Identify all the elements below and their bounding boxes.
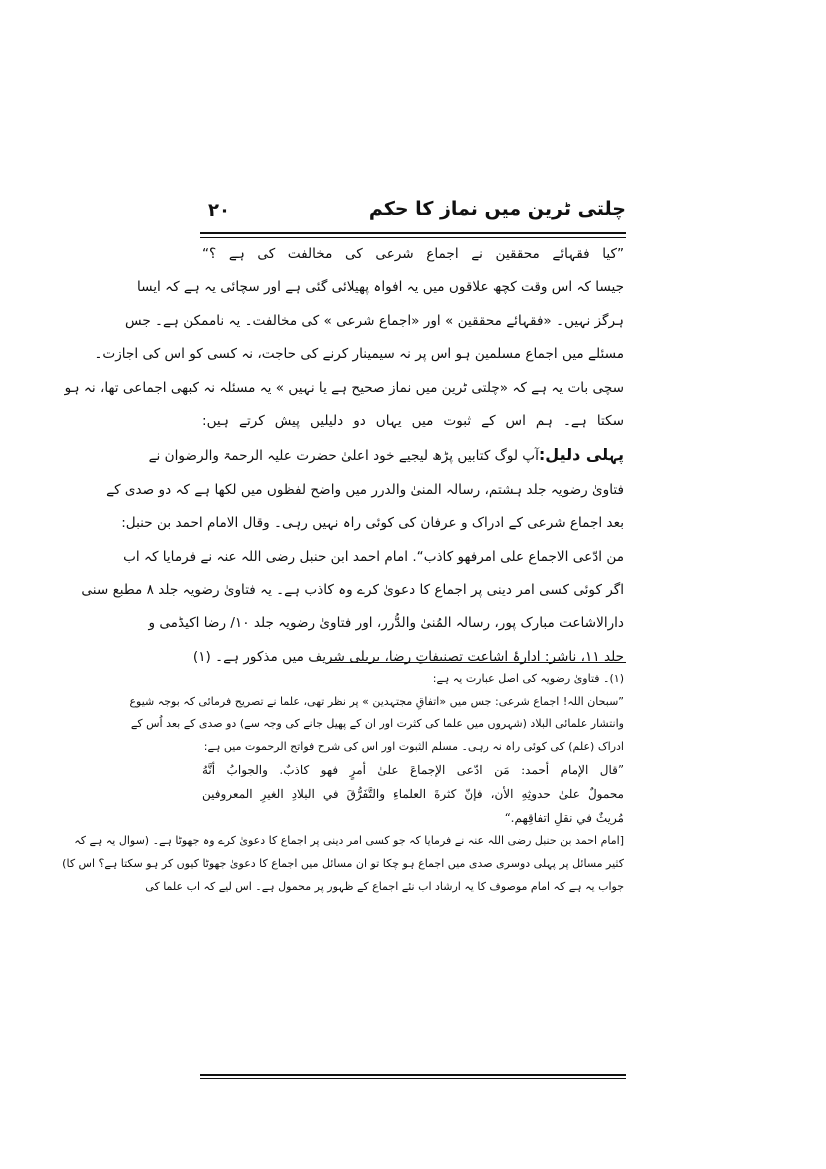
main-text bbox=[64, 238, 624, 674]
footnote-line: وانتشار علمائی البلاد (شہروں میں علما کی کثرت اور ان کے پھیل جانے کی وجہ سے) دو صدی کے بعد اُس کے bbox=[130, 717, 624, 731]
footnotes bbox=[62, 668, 624, 898]
body-line: جیسا کہ اس وقت کچھ علاقوں میں یہ افواہ پھیلائی گئی ہے اور سچائی یہ ہے کہ ایسا bbox=[136, 279, 624, 296]
page-header bbox=[200, 198, 626, 232]
footer-rule bbox=[200, 1074, 626, 1079]
footnote-arabic-line: مُريثٌ في نقلِ اتفاقِهم.“ bbox=[504, 811, 624, 826]
footnote-line: کثیر مسائل پر پہلی دوسری صدی میں اجماع ہو چکا تو ان مسائل میں اجماع کا دعویٰ جھوٹا کیوں کر ہو سکتا ہے؟ اس کا) bbox=[62, 856, 624, 870]
body-line: بعد اجماع شرعی کے ادراک و عرفان کی کوئی راہ نہیں رہی۔ وقال الامام احمد بن حنبل: bbox=[121, 515, 624, 532]
body-line: جلد ۱۱، ناشر: ادارۂ اشاعت تصنیفاتِ رضا، بریلی شریف میں مذکور ہے۔ (۱) bbox=[192, 648, 624, 665]
page-number: ۲۰ bbox=[208, 200, 230, 221]
lead-text: آپ لوگ کتابیں پڑھ لیجیے خود اعلیٰ حضرت علیہ الرحمۃ والرضوان نے bbox=[148, 448, 539, 465]
first-proof-heading: پہلی دلیل: bbox=[538, 445, 624, 465]
body-line-lead bbox=[148, 438, 624, 473]
body-line: ”کیا فقہائے محققین نے اجماع شرعی کی مخالفت کی ہے ؟“ bbox=[202, 246, 624, 262]
body-line: دارالاشاعت مبارک پور، رسالہ المُنیٰ والدُّرر، اور فتاویٰ رضویہ جلد ۱۰/ رضا اکیڈمی و bbox=[148, 615, 624, 632]
footnote-line: [امام احمد بن حنبل رضی اللہ عنہ نے فرمایا کہ جو کسی امر دینی پر اجماع کا دعویٰ کرے وہ جھوٹا ہے۔ (سوال یہ ہے کہ bbox=[74, 834, 624, 848]
body-line: مسئلے میں اجماع مسلمین ہو اس پر نہ سیمینار کرنے کی حاجت، نہ کسی کو اس کی اجازت۔ bbox=[94, 346, 624, 363]
footnote-arabic-line: محمولٌ علیٰ حدوثِهِ الأن، فإنّ كثرةَ العلماءِ والتَّفَرُّقَ في البلادِ الغيرِ المعروفين bbox=[202, 787, 624, 802]
body-line: فتاویٰ رضویہ جلد ہشتم، رسالہ المنیٰ والدرر میں واضح لفظوں میں لکھا ہے کہ دو صدی کے bbox=[106, 481, 624, 498]
body-line: ہرگز نہیں۔ «فقہائے محققین » اور «اجماع شرعی » کی مخالفت۔ یہ ناممکن ہے۔ جس bbox=[124, 312, 624, 329]
footnote-separator bbox=[330, 662, 626, 663]
footnote-arabic-line: ”قال الإمام أحمد: مَن ادّعی الإجماعَ علیٰ أمرٍ فهو كاذبٌ. والجوابُ أنَّهُ bbox=[202, 763, 624, 778]
body-line: سکتا ہے۔ ہم اس کے ثبوت میں یہاں دو دلیلیں پیش کرتے ہیں: bbox=[202, 413, 624, 430]
footnote-line: (۱)۔ فتاویٰ رضویہ کی اصل عبارت یہ ہے: bbox=[432, 672, 624, 685]
running-title: چلتی ٹرین میں نماز کا حکم bbox=[368, 198, 626, 220]
footnote-line: ”سبحان اللہ! اجماع شرعی: جس میں «اتفاقِ مجتہدین » پر نظر تھی، علما نے تصریح فرمائی کہ بوجہ شیوع bbox=[129, 694, 624, 708]
footnote-line: ادراک (علم) کی کوئی راہ نہ رہی۔ مسلم الثبوت اور اس کی شرح فواتح الرحموت میں ہے: bbox=[203, 739, 624, 753]
footnote-line: جواب یہ ہے کہ امام موصوف کا یہ ارشاد اب نئے اجماع کے ظہور پر محمول ہے۔ اس لیے کہ اب علما کی bbox=[145, 879, 624, 893]
body-line: سچی بات یہ ہے کہ «چلتی ٹرین میں نماز صحیح ہے یا نہیں » یہ مسئلہ نہ کبھی اجماعی تھا، نہ ہو bbox=[64, 379, 624, 396]
body-line: اگر کوئی کسی امر دینی پر اجماع کا دعویٰ کرے وہ کاذب ہے۔ یہ فتاویٰ رضویہ جلد ۸ مطبع سنی bbox=[81, 582, 624, 599]
body-line: من ادّعی الاجماع علی امرفھو کاذب“. امام احمد ابن حنبل رضی اللہ عنہ نے فرمایا کہ اب bbox=[123, 548, 624, 565]
